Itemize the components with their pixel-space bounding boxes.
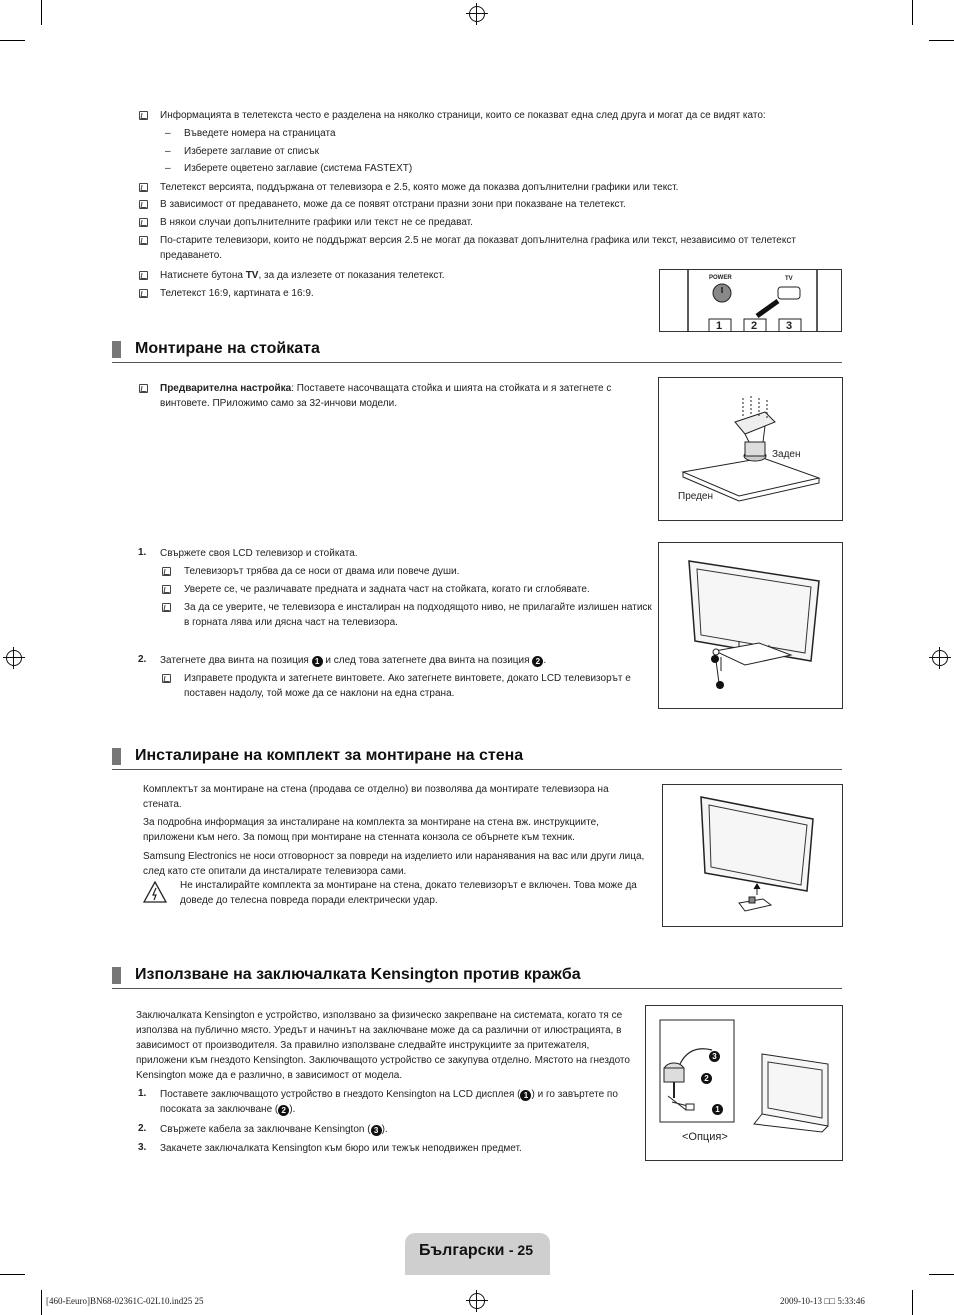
section-marker xyxy=(112,341,121,358)
section-title-wall: Инсталиране на комплект за монтиране на стена xyxy=(135,747,524,764)
warning-icon xyxy=(143,881,167,903)
dash-marker: – xyxy=(165,163,171,174)
crop-mark xyxy=(0,40,25,41)
kensington-marker-3: 3 xyxy=(709,1045,720,1063)
note-icon xyxy=(162,585,171,594)
step-number: 2. xyxy=(138,654,147,665)
crop-mark xyxy=(929,40,954,41)
footer-date: 2009-10-13 □□ 5:33:46 xyxy=(780,1296,865,1306)
note-icon xyxy=(139,200,148,209)
wall-warning: Не инсталирайте комплекта за монтиране на стена, докато телевизорът е включен. Това може да доведе до телесна повреда поради електрически удар. xyxy=(180,880,637,906)
wall-mount-illustration xyxy=(662,784,843,927)
teletext-note: Информацията в телетекста често е разделена на няколко страници, които се показват една след друга и могат да се видят като: xyxy=(160,110,766,121)
label-front: Преден xyxy=(678,491,714,502)
marker-2-icon: 2 xyxy=(278,1105,289,1116)
tv-button-label: TV xyxy=(785,276,793,282)
note-icon xyxy=(139,111,148,120)
crop-mark xyxy=(929,1274,954,1275)
teletext-note: В някои случаи допълнителните графики или текст не се предават. xyxy=(160,217,473,228)
tv-stand-drawing xyxy=(659,543,842,708)
wall-paragraph: Samsung Electronics не носи отговорност за повреди на изделието или наранявания на вас или други лица, след като сте опитали да инсталирате телевизора сами. xyxy=(143,851,645,877)
note-icon xyxy=(139,384,148,393)
teletext-note: По-старите телевизори, които не поддържат версия 2.5 не могат да показват допълнителна графика или текст, независимо от телетекст предаването. xyxy=(160,235,796,261)
note-icon xyxy=(162,603,171,612)
tv-stand-illustration xyxy=(658,542,843,709)
stand-step-note: Уверете се, че различавате предната и задната част на стойката, когато ги сглобявате. xyxy=(184,584,590,595)
step-number: 1. xyxy=(138,547,147,558)
stand-step-note: За да се уверите, че телевизора е инсталиран на подходящото ниво, не прилагайте излишен натиск в горната лява или дясна част на телевизора. xyxy=(184,602,652,628)
footer-file: [460-Eeuro]BN68-02361C-02L10.ind25 25 xyxy=(46,1296,204,1306)
step-number: 3. xyxy=(138,1142,147,1153)
stand-step-note: Телевизорът трябва да се носи от двама или повече души. xyxy=(184,566,460,577)
kensington-illustration xyxy=(645,1005,843,1161)
dash-marker: – xyxy=(165,128,171,139)
section-marker xyxy=(112,748,121,765)
crop-mark xyxy=(912,0,913,25)
wall-mount-drawing xyxy=(663,785,842,926)
marker-1-icon: 1 xyxy=(312,656,323,667)
registration-mark-icon xyxy=(469,1293,485,1309)
crop-mark xyxy=(0,1274,25,1275)
label-back: Заден xyxy=(772,449,801,460)
stand-preset-note: Предварителна настройка: Поставете насочващата стойка и шията на стойката и я затегнете с винтовете. ПРиложимо само за 32-инчови модели. xyxy=(160,383,612,409)
teletext-note: В зависимост от предаването, може да се появят отстрани празни зони при показване на телетекст. xyxy=(160,199,626,210)
teletext-note: Телетекст версията, поддържана от телевизора е 2.5, която може да показва допълнителни графики или текст. xyxy=(160,182,679,193)
kensington-drawing xyxy=(646,1006,842,1160)
section-title-kensington: Използване на заключалката Kensington против кражба xyxy=(135,966,581,983)
remote-illustration xyxy=(659,269,842,332)
crop-mark xyxy=(912,1290,913,1315)
page-tab xyxy=(405,1233,550,1275)
teletext-dash-item: Въведете номера на страницата xyxy=(184,128,336,139)
remote-key-2: 2 xyxy=(751,320,758,332)
teletext-dash-item: Изберете заглавие от списък xyxy=(184,146,319,157)
kensington-step-1: Поставете заключващото устройство в гнездото Kensington на LCD дисплея ( 1 ) и го завъртете по посоката за заключване ( 2 ). xyxy=(160,1089,618,1115)
marker-1-icon: 1 xyxy=(520,1090,531,1101)
remote-key-1: 1 xyxy=(716,320,723,332)
section-title-stand: Монтиране на стойката xyxy=(135,340,320,357)
section-marker xyxy=(112,967,121,984)
kensington-step-3: Закачете заключалката Kensington към бюро или тежък неподвижен предмет. xyxy=(160,1143,522,1154)
kensington-marker-1: 1 xyxy=(712,1098,723,1116)
note-icon xyxy=(139,218,148,227)
note-icon xyxy=(162,567,171,576)
stand-step-note: Изправете продукта и затегнете винтовете. Ако затегнете винтовете, докато LCD телевизорът е поставен надолу, той може да се наклони на една страна. xyxy=(184,673,631,699)
registration-mark-icon xyxy=(932,650,948,666)
crop-mark xyxy=(41,0,42,25)
teletext-note: Телетекст 16:9, картината е 16:9. xyxy=(160,288,314,299)
option-label: <Опция> xyxy=(682,1131,728,1143)
crop-mark xyxy=(41,1290,42,1315)
dash-marker: – xyxy=(165,146,171,157)
registration-mark-icon xyxy=(6,650,22,666)
kensington-step-2: Свържете кабела за заключване Kensington ( 3 ). xyxy=(160,1124,388,1135)
note-icon xyxy=(139,271,148,280)
wall-paragraph: Комплектът за монтиране на стена (продава се отделно) ви позволява да монтирате телевизора на стената. xyxy=(143,784,609,810)
note-icon xyxy=(162,674,171,683)
note-icon xyxy=(139,236,148,245)
page-language-label: Български - 25 xyxy=(419,1242,533,1259)
section-divider xyxy=(112,988,842,989)
teletext-note: Натиснете бутона TV, за да излезете от показания телетекст. xyxy=(160,270,445,281)
note-icon xyxy=(139,289,148,298)
kensington-intro: Заключалката Kensington е устройство, използвано за физическо закрепване на системата, когато тя се използва на публично място. Уредът и начинът на заключване може да са различни от илюстрацията, в зависимост от производителя. За правилно използване следвайте инструкциите за притежателя, приложени към гнездото Kensington. Заключващото устройство се закупува отделно. Мястото на гнездото Kensington може да е различно, в зависимост от модела. xyxy=(136,1010,630,1081)
stand-illustration xyxy=(658,377,843,521)
section-divider xyxy=(112,362,842,363)
power-button-label: POWER xyxy=(709,275,732,281)
teletext-dash-item: Изберете оцветено заглавие (система FASTEXT) xyxy=(184,163,413,174)
note-icon xyxy=(139,183,148,192)
marker-3-icon: 3 xyxy=(371,1125,382,1136)
wall-paragraph: За подробна информация за инсталиране на комплекта за монтиране на стена вж. инструкциите, приложени към него. За помощ при монтиране на стенната конзола се обърнете към техник. xyxy=(143,817,599,843)
step-number: 1. xyxy=(138,1088,147,1099)
kensington-marker-2: 2 xyxy=(701,1067,712,1085)
section-divider xyxy=(112,769,842,770)
stand-step-2: Затегнете два винта на позиция 1 и след това затегнете два винта на позиция 2 . xyxy=(160,655,547,666)
step-number: 2. xyxy=(138,1123,147,1134)
marker-2-icon: 2 xyxy=(532,656,543,667)
remote-key-3: 3 xyxy=(786,320,793,332)
stand-step-1: Свържете своя LCD телевизор и стойката. xyxy=(160,548,358,559)
registration-mark-icon xyxy=(469,6,485,22)
